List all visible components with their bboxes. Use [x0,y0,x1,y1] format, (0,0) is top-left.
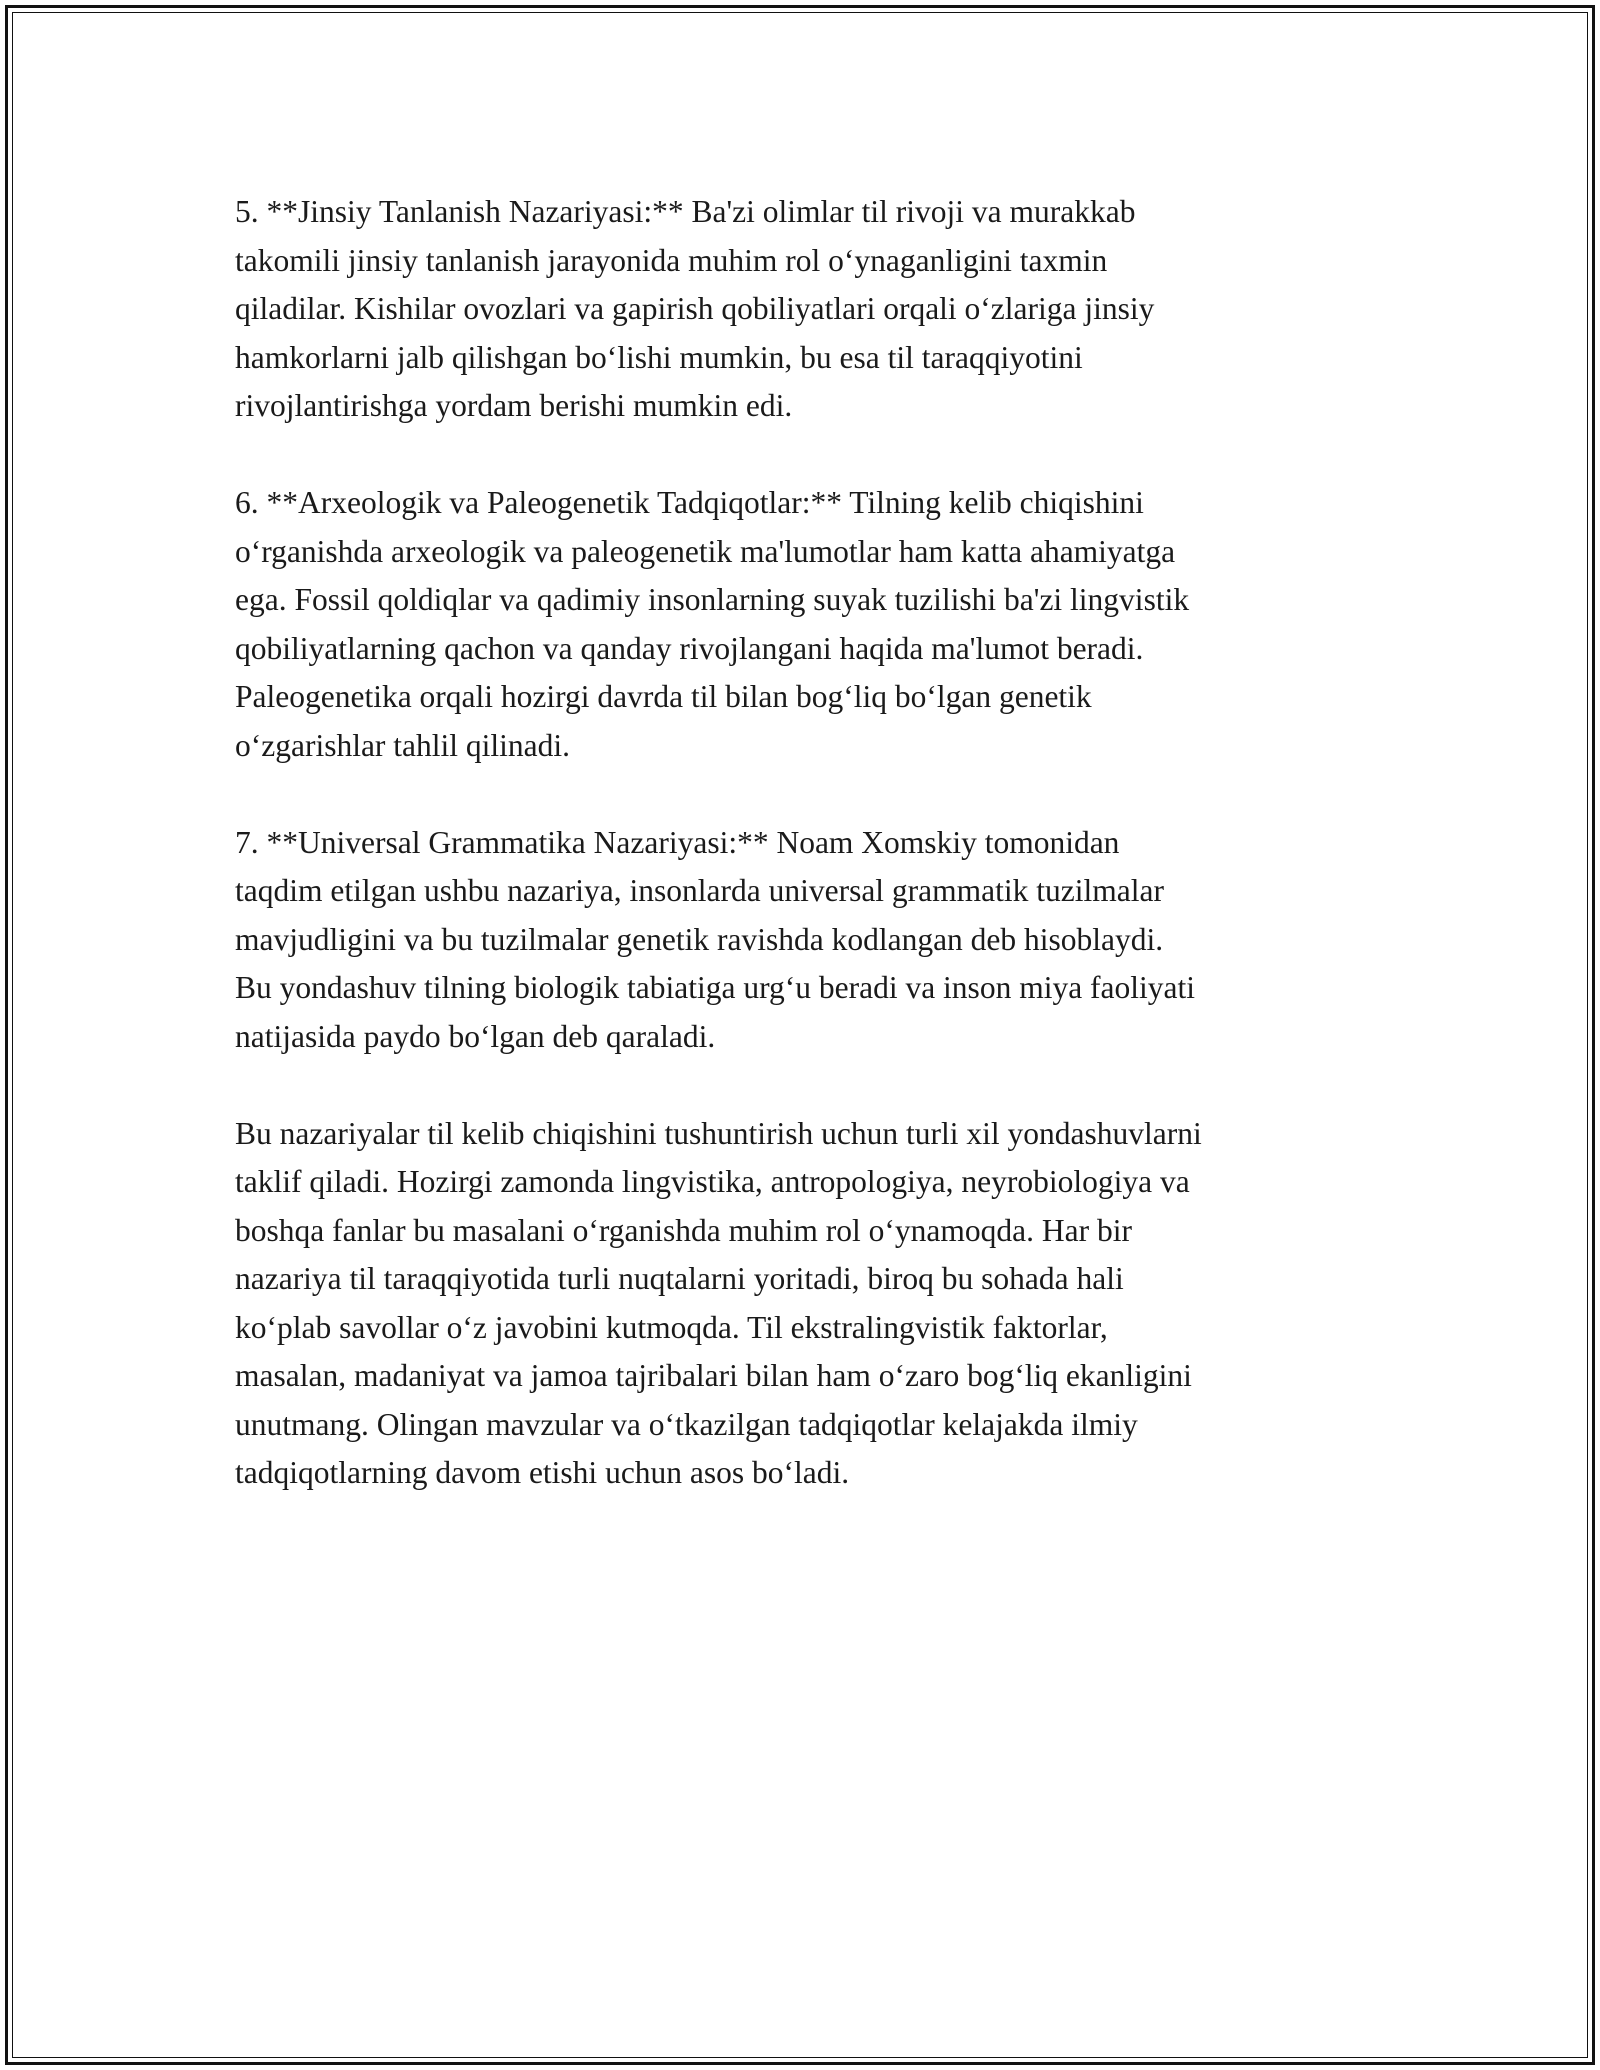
document-body [235,188,1385,1546]
text-line: ko‘plab savollar o‘z javobini kutmoqda. Til ekstralingvistik faktorlar, [235,1309,1108,1345]
paragraph-conclusion [235,1110,1385,1498]
text-line: masalan, madaniyat va jamoa tajribalari bilan ham o‘zaro bog‘liq ekanligini [235,1358,1192,1393]
text-line: nazariya til taraqqiyotida turli nuqtalarni yoritadi, biroq bu sohada hali [235,1261,1124,1296]
text-line: mavjudligini va bu tuzilmalar genetik ravishda kodlangan deb hisoblaydi. [235,921,1164,957]
text-line: takomili jinsiy tanlanish jarayonida muhim rol o‘ynaganligini taxmin [235,242,1108,278]
paragraph-sexual-selection-theory [235,188,1385,431]
text-line: natijasida paydo bo‘lgan deb qaraladi. [235,1018,716,1054]
text-line: hamkorlarni jalb qilishgan bo‘lishi mumkin, bu esa til taraqqiyotini [235,339,1083,375]
text-line: Bu yondashuv tilning biologik tabiatiga urg‘u beradi va inson miya faoliyati [235,970,1196,1005]
text-line: 6. **Arxeologik va Paleogenetik Tadqiqotlar:** Tilning kelib chiqishini [235,485,1144,520]
text-line: tadqiqotlarning davom etishi uchun asos bo‘ladi. [235,1455,850,1490]
text-line: o‘rganishda arxeologik va paleogenetik ma'lumotlar ham katta ahamiyatga [235,533,1176,569]
text-line: 5. **Jinsiy Tanlanish Nazariyasi:** Ba'zi olimlar til rivoji va murakkab [235,194,1136,229]
text-line: rivojlantirishga yordam berishi mumkin edi. [235,388,793,423]
text-line: unutmang. Olingan mavzular va o‘tkazilgan tadqiqotlar kelajakda ilmiy [235,1406,1138,1442]
text-line: taklif qiladi. Hozirgi zamonda lingvistika, antropologiya, neyrobiologiya va [235,1164,1190,1199]
paragraph-universal-grammar [235,819,1385,1062]
text-line: 7. **Universal Grammatika Nazariyasi:** Noam Xomskiy tomonidan [235,824,1120,860]
text-line: ega. Fossil qoldiqlar va qadimiy insonlarning suyak tuzilishi ba'zi lingvistik [235,582,1190,617]
text-line: qobiliyatlarning qachon va qanday rivojlangani haqida ma'lumot beradi. [235,630,1144,666]
paragraph-archaeological-research [235,479,1385,770]
text-line: taqdim etilgan ushbu nazariya, insonlarda universal grammatik tuzilmalar [235,873,1164,908]
text-line: o‘zgarishlar tahlil qilinadi. [235,727,571,763]
text-line: Paleogenetika orqali hozirgi davrda til bilan bog‘liq bo‘lgan genetik [235,679,1092,714]
text-line: Bu nazariyalar til kelib chiqishini tushuntirish uchun turli xil yondashuvlarni [235,1115,1202,1151]
text-line: qiladilar. Kishilar ovozlari va gapirish qobiliyatlari orqali o‘zlariga jinsiy [235,291,1155,326]
text-line: boshqa fanlar bu masalani o‘rganishda muhim rol o‘ynamoqda. Har bir [235,1212,1132,1248]
